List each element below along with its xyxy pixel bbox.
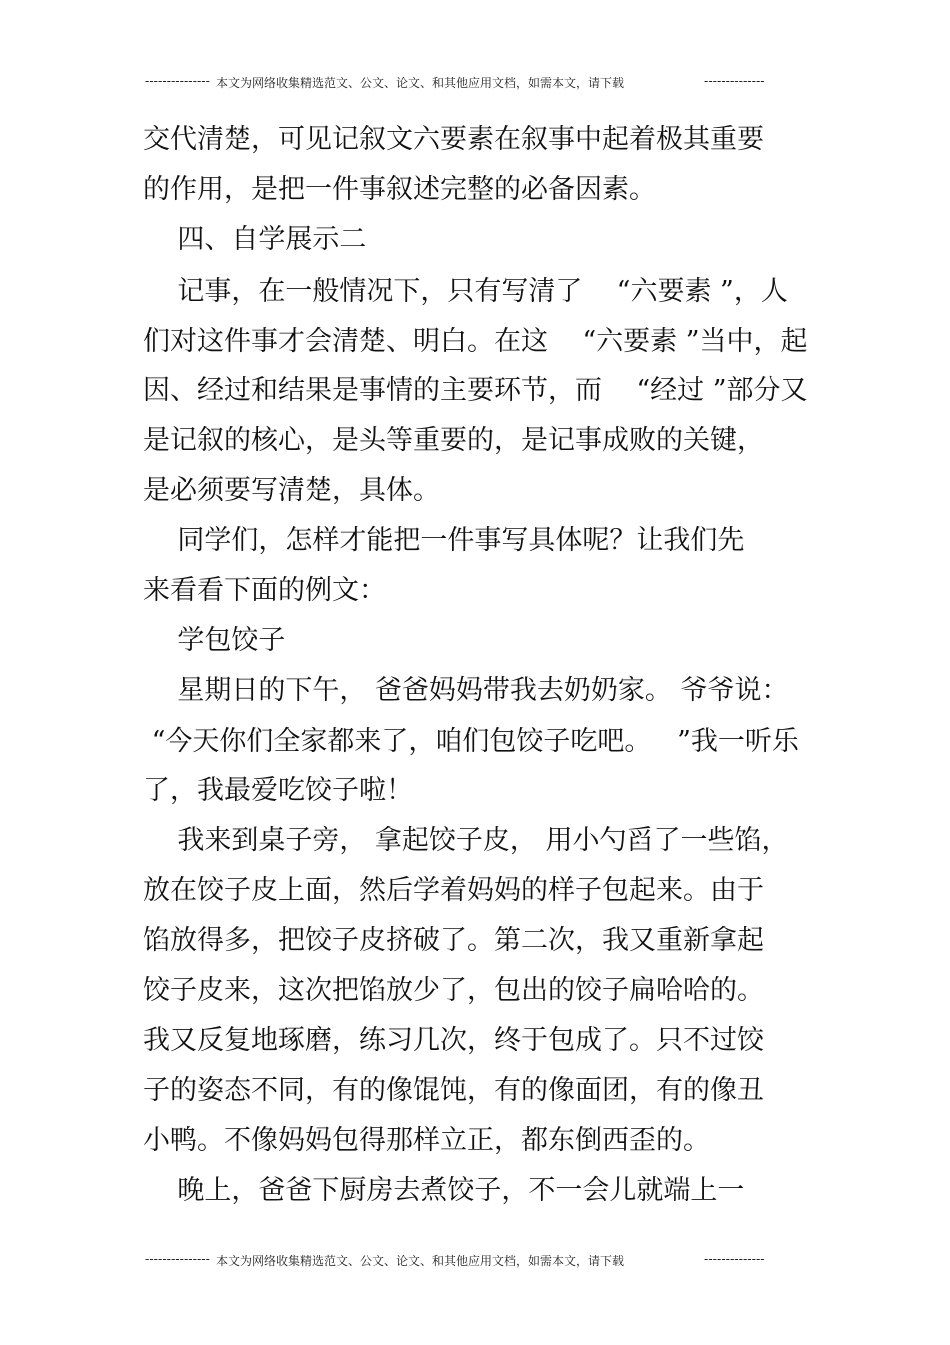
- text-line: 晚上，爸爸下厨房去煮饺子，不一会儿就端上一: [143, 1175, 745, 1206]
- header-dash-right: --------------: [704, 74, 765, 88]
- footer-text: 本文为网络收集精选范文、公文、论文、和其他应用文档，如需本文，请下载: [216, 1254, 625, 1268]
- text-line: “今天你们全家都来了，咱们包饺子吃吧。 ”我一听乐: [143, 726, 799, 757]
- text-line: 是记叙的核心，是头等重要的，是记事成败的关键，: [143, 425, 764, 456]
- section-heading: 四、自学展示二: [143, 224, 367, 255]
- text-line: 小鸭。不像妈妈包得那样立正，都东倒西歪的。: [143, 1125, 710, 1156]
- text-line: 馅放得多，把饺子皮挤破了。第二次，我又重新拿起: [143, 925, 764, 956]
- text-line: 饺子皮来，这次把馅放少了，包出的饺子扁哈哈的。: [143, 975, 764, 1006]
- text-line: 交代清楚，可见记叙文六要素在叙事中起着极其重要: [143, 124, 764, 155]
- text-line: 了，我最爱吃饺子啦！: [143, 775, 413, 806]
- footer-dash-left: ---------------: [145, 1252, 210, 1266]
- text-line: 记事，在一般情况下，只有写清了 “六要素 ”，人: [143, 276, 788, 307]
- text-line: 的作用，是把一件事叙述完整的必备因素。: [143, 174, 656, 205]
- footer-dash-right: --------------: [704, 1252, 765, 1266]
- text-line: 们对这件事才会清楚、明白。在这 “六要素 ”当中，起: [143, 326, 808, 357]
- page-footer: [0, 1250, 950, 1272]
- text-line: 是必须要写清楚，具体。: [143, 475, 440, 506]
- header-dash-left: ---------------: [145, 74, 210, 88]
- text-line: 同学们，怎样才能把一件事写具体呢？让我们先: [143, 525, 745, 556]
- page-header: [0, 72, 950, 94]
- example-title: 学包饺子: [143, 625, 286, 656]
- text-line: 子的姿态不同，有的像馄饨，有的像面团，有的像丑: [143, 1075, 764, 1106]
- text-line: 来看看下面的例文：: [143, 575, 386, 606]
- text-line: 我又反复地琢磨，练习几次，终于包成了。只不过饺: [143, 1025, 764, 1056]
- text-line: 因、经过和结果是事情的主要环节，而 “经过 ”部分又: [143, 375, 808, 406]
- header-text: 本文为网络收集精选范文、公文、论文、和其他应用文档，如需本文，请下载: [216, 76, 625, 90]
- text-line: 我来到桌子旁， 拿起饺子皮， 用小勺舀了一些馅，: [143, 825, 789, 856]
- text-line: 星期日的下午， 爸爸妈妈带我去奶奶家。 爷爷说：: [143, 675, 789, 706]
- text-line: 放在饺子皮上面，然后学着妈妈的样子包起来。由于: [143, 875, 764, 906]
